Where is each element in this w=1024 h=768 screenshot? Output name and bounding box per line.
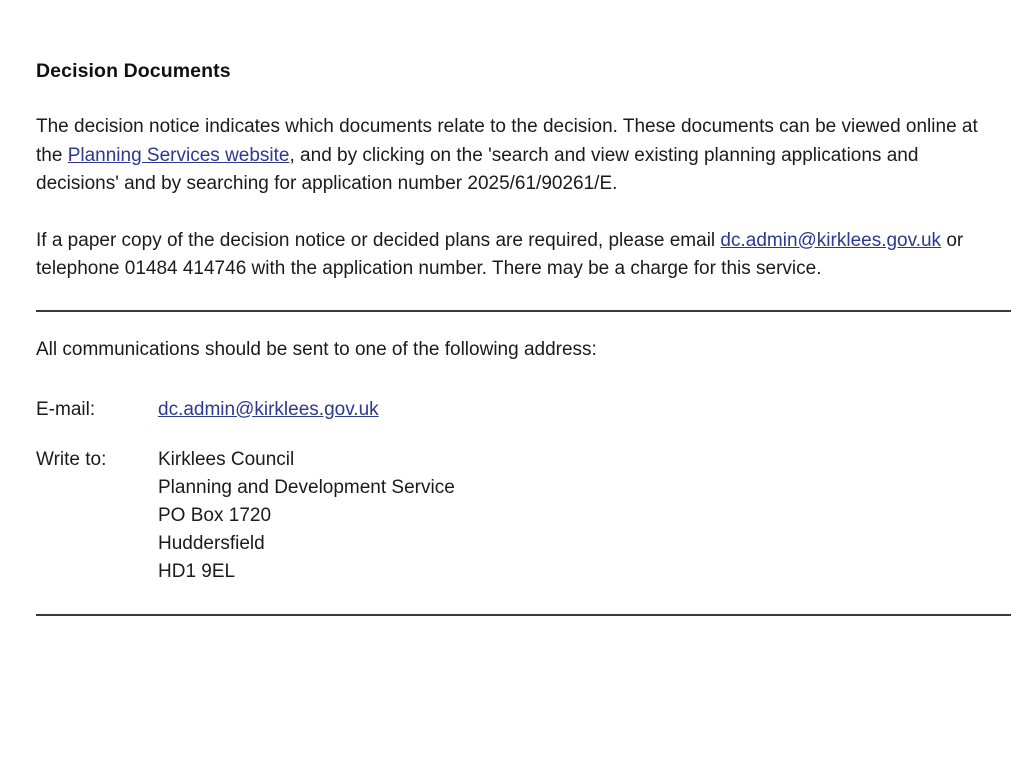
paragraph2-text-before-link: If a paper copy of the decision notice or decided plans are required, please email [36,229,721,251]
contact-row-postal [36,446,1004,586]
address-line: Kirklees Council [158,448,295,470]
dc-admin-email-link[interactable]: dc.admin@kirklees.gov.uk [720,229,942,251]
divider-top [36,310,1011,312]
email-address-link[interactable]: dc.admin@kirklees.gov.uk [158,398,379,420]
paragraph1-text-after-link: , and by clicking on the 'search and view existing planning applications and decisions' and by searching for application number 2025/61/90261/E. [36,144,919,194]
address-line: PO Box 1720 [158,504,272,526]
address-line: HD1 9EL [158,560,236,582]
contact-label-email: E-mail: [36,398,96,420]
planning-services-website-link[interactable]: Planning Services website [67,144,290,166]
contact-label-write-to: Write to: [36,448,107,470]
paragraph1-text-before-link: The decision notice indicates which documents relate to the decision. These documents can be viewed online at the [36,116,978,166]
page-title: Decision Documents [36,60,231,82]
contact-block [36,396,1004,586]
divider-bottom [36,614,1011,616]
contact-row-email [36,396,1004,424]
communications-line: All communications should be sent to one of the following address: [36,338,597,360]
address-line: Huddersfield [158,532,265,554]
paragraph2-text-after-link: or telephone 01484 414746 with the application number. There may be a charge for this service. [36,229,964,279]
address-line: Planning and Development Service [158,476,455,498]
paper-copy-paragraph [36,227,1004,284]
contact-value-email [158,396,379,424]
contact-value-postal-address [158,446,455,586]
decision-documents-paragraph [36,113,1004,199]
